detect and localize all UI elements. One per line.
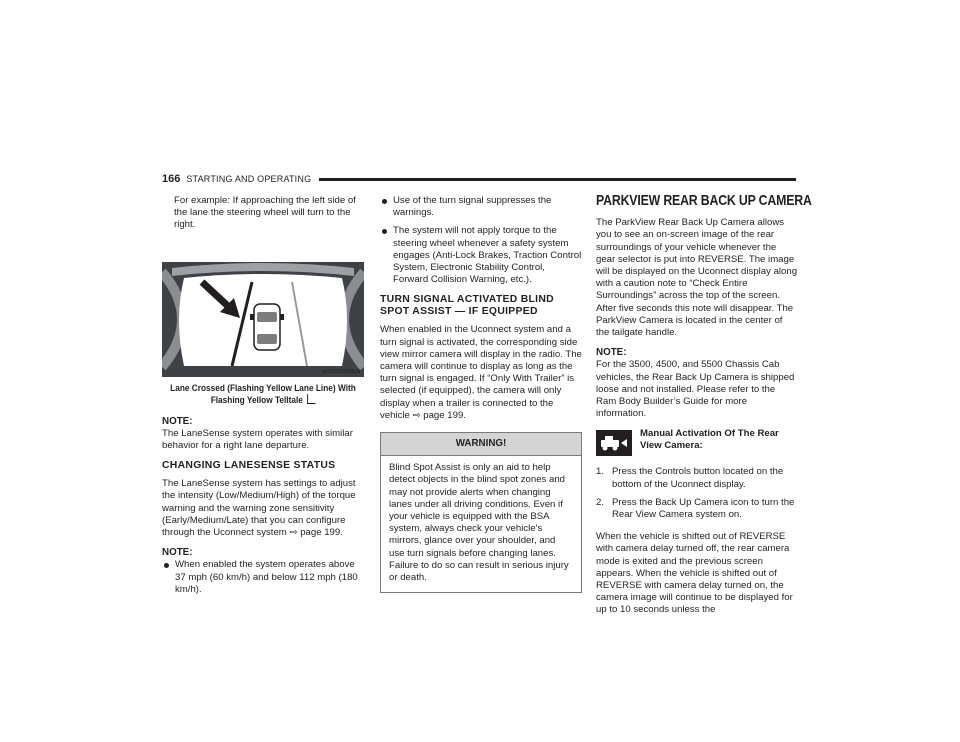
figure-caption: Lane Crossed (Flashing Yellow Lane Line) With Flashing Yellow Telltale — [170, 382, 356, 405]
page-header — [162, 172, 796, 186]
lanesense-paragraph: The LaneSense system has settings to adjust the intensity (Low/Medium/High) of the torque warning and the warning zone sensitivity (Early/Medium/Late) that you can configure through the Uconnect system ⇨ page 199. — [162, 478, 356, 539]
vehicle-icon — [250, 304, 284, 350]
column-2 — [380, 195, 582, 593]
page-ref-arrow-icon: ⇨ — [289, 527, 298, 539]
figure-code: A0621000089US — [322, 368, 361, 375]
manual-activation-label: Manual Activation Of The Rear View Camera: — [640, 428, 779, 452]
lane-departure-figure — [162, 262, 364, 377]
manual-activation-row — [596, 428, 798, 456]
note-label-2: NOTE: — [162, 547, 193, 559]
section-heading-parkview: PARKVIEW REAR BACK UP CAMERA — [596, 192, 812, 209]
lane-telltale-icon — [307, 394, 315, 404]
column-3 — [596, 192, 812, 625]
note-text: The LaneSense system operates with similar behavior for a right lane departure. — [162, 427, 353, 452]
column-1 — [162, 195, 364, 604]
warning-box — [380, 432, 582, 593]
intro-paragraph: For example: If approaching the left side of the lane the steering wheel will turn to the right. — [174, 195, 356, 231]
note-bullets — [162, 559, 364, 596]
blind-spot-paragraph: When enabled in the Uconnect system and a turn signal is activated, the corresponding side view mirror camera will display in the radio. The camera will continue to display as long as the turn signal is engaged. If “Only With Trailer” is selected (if equipped), the camera will only display when a trailer is connected to the vehicle ⇨ page 199. — [380, 324, 582, 421]
list-item: 2. Press the Back Up Camera icon to turn the Rear View Camera system on. — [596, 496, 795, 521]
note-label: NOTE: — [596, 347, 627, 359]
list-item: When enabled the system operates above 37 mph (60 km/h) and below 112 mph (180 km/h). — [162, 559, 364, 596]
page-ref-arrow-icon: ⇨ — [412, 409, 421, 421]
warning-body: Blind Spot Assist is only an aid to help detect objects in the blind spot zones and may not provide alerts when changing lanes under all driving conditions. Even if your vehicle is equipped with the BSA system, always check your vehicle's mirrors, glance over your shoulder, and use turn signals before changing lanes. Failure to do so can result in serious injury or death. — [389, 462, 569, 584]
parkview-paragraph: The ParkView Rear Back Up Camera allows you to see an on-screen image of the rear surroundings of your vehicle whenever the gear selector is put into REVERSE. The image will be displayed on the Uconnect display along with a caution note to “Check Entire Surroundings” across the top of the screen. After five seconds this note will disappear. The ParkView Camera is located in the center of the tailgate handle. — [596, 217, 798, 339]
section-heading-blind-spot: TURN SIGNAL ACTIVATED BLIND SPOT ASSIST — IF EQUIPPED — [380, 294, 554, 318]
lanesense-bullets — [380, 195, 582, 286]
list-item: The system will not apply torque to the steering wheel whenever a safety system engages (Anti-Lock Brakes, Traction Control System, Electronic Stability Control, Forward Collision Warning, etc.). — [380, 225, 582, 286]
header-rule — [319, 178, 796, 181]
page-reference[interactable]: page 199. — [300, 527, 343, 539]
note-label: NOTE: — [162, 415, 193, 427]
page-number: 166 — [162, 173, 181, 185]
note-text: For the 3500, 4500, and 5500 Chassis Cab vehicles, the Rear Back Up Camera is shipped loose and not installed. Please refer to the Ram Body Builder’s Guide for more information. — [596, 359, 795, 420]
backup-camera-icon — [596, 430, 632, 456]
list-item: Use of the turn signal suppresses the warnings. — [380, 195, 582, 219]
activation-steps — [596, 466, 798, 521]
cluster-illustration — [162, 262, 364, 377]
warning-title: WARNING! — [381, 433, 581, 456]
section-heading-changing-lanesense: CHANGING LANESENSE STATUS — [162, 460, 336, 472]
page-reference[interactable]: page 199. — [423, 409, 466, 421]
section-title: STARTING AND OPERATING — [186, 174, 312, 184]
list-item: 1. Press the Controls button located on the bottom of the Uconnect display. — [596, 466, 784, 490]
reverse-paragraph: When the vehicle is shifted out of REVERSE with camera delay turned off, the rear camera mode is exited and the previous screen appears. When the vehicle is shifted out of REVERSE with camera delay turned on, the camera image will continue to be displayed for up to 10 seconds unless the — [596, 531, 793, 616]
